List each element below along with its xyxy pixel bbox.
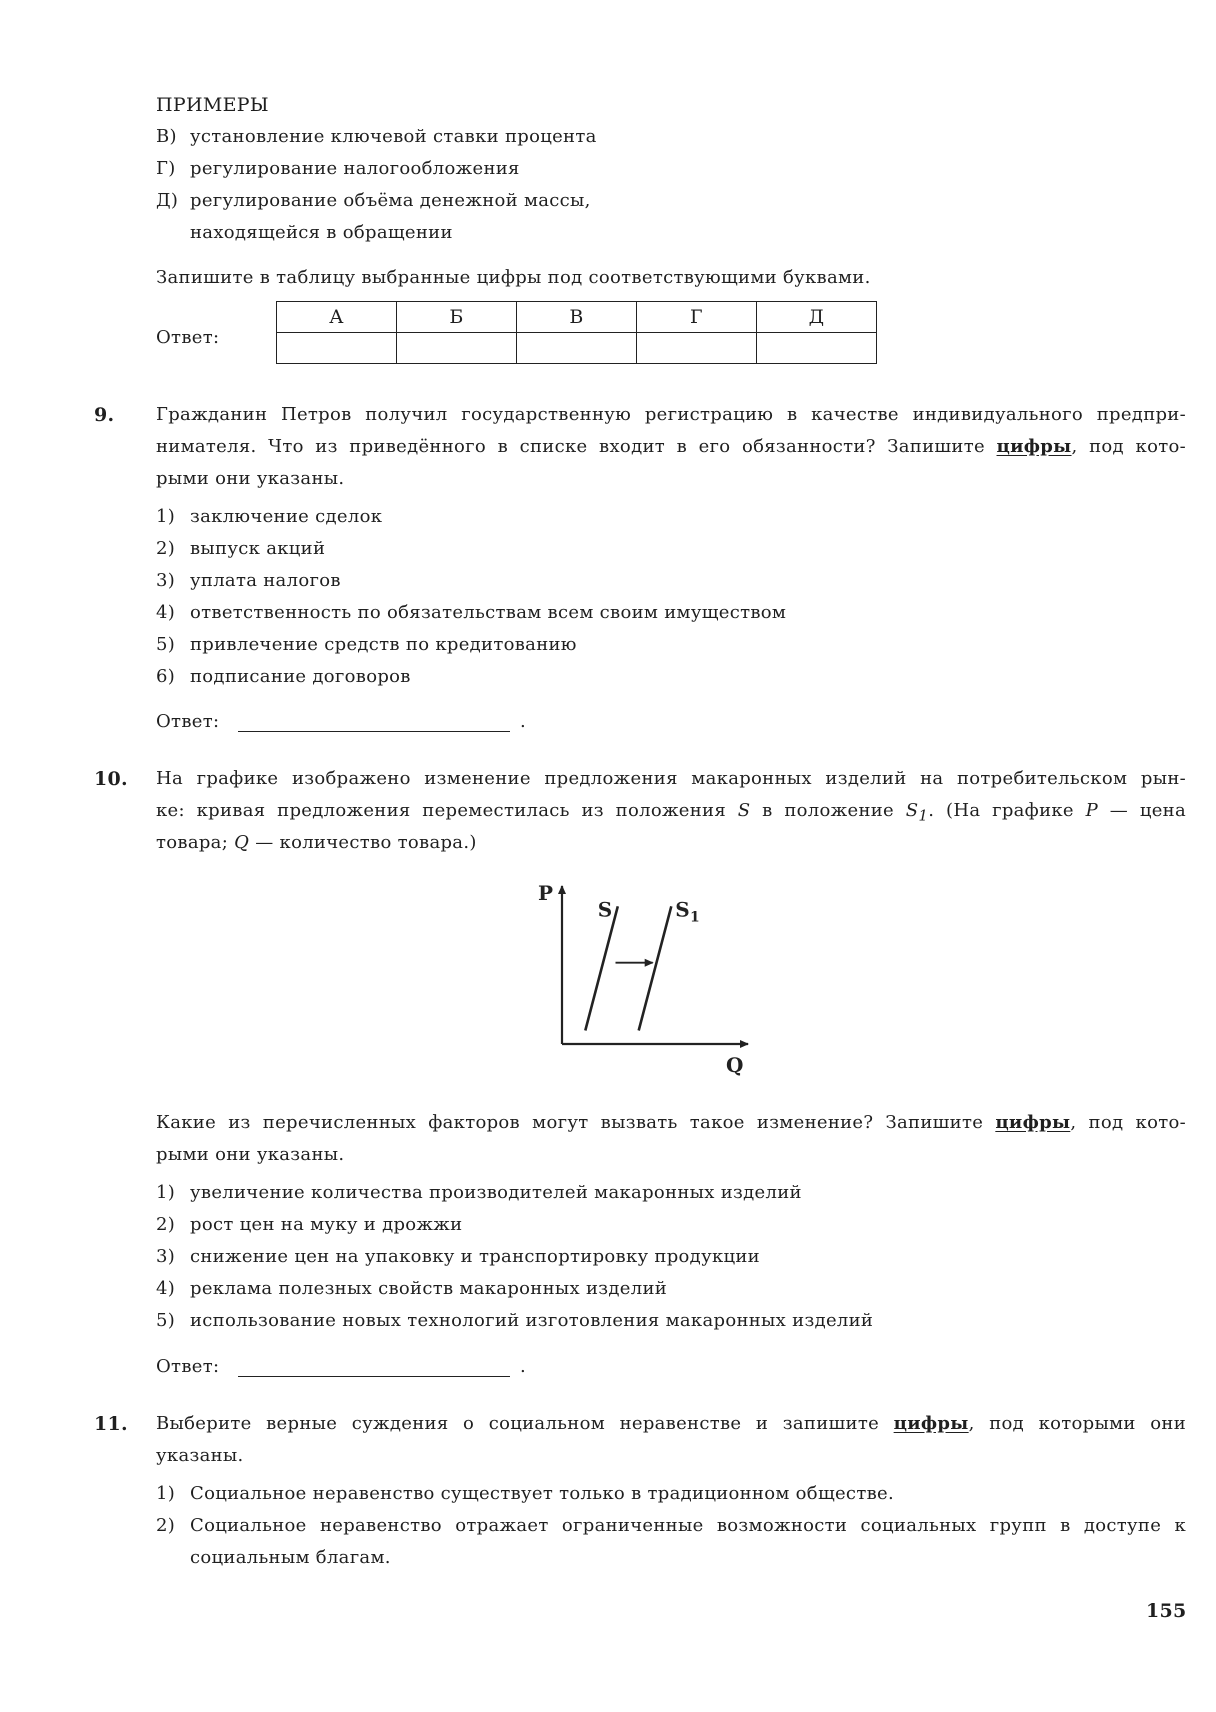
option-item bbox=[156, 1246, 760, 1267]
option-item bbox=[156, 666, 411, 687]
option-text: рост цен на муку и дрожжи bbox=[190, 1214, 463, 1235]
option-text: заключение сделок bbox=[190, 506, 383, 527]
option-number: 2) bbox=[156, 538, 176, 559]
supply-curve-s bbox=[585, 906, 618, 1030]
option-number: 3) bbox=[156, 1246, 176, 1267]
option-item bbox=[156, 538, 325, 559]
answer-dot: . bbox=[520, 1356, 527, 1377]
option-text: использование новых технологий изготовления макаронных изделий bbox=[190, 1310, 874, 1331]
question-text-fragment: , под кото- bbox=[1071, 436, 1186, 457]
question-number: 10. bbox=[94, 768, 128, 790]
variable-p: P bbox=[1085, 800, 1099, 821]
answer-dot: . bbox=[520, 711, 527, 732]
option-text: выпуск акций bbox=[190, 538, 326, 559]
answer-table-header-row bbox=[277, 302, 877, 333]
answer-table bbox=[276, 301, 877, 364]
answer-cell[interactable] bbox=[277, 333, 397, 364]
variable-s1 bbox=[905, 800, 929, 825]
option-item bbox=[156, 1182, 802, 1203]
question-text-line: рыми они указаны. bbox=[156, 1144, 345, 1165]
question-text-line: На графике изображено изменение предложения макаронных изделий на потребительском рын- bbox=[156, 768, 1186, 789]
question-text-line bbox=[156, 1112, 1186, 1133]
question-number: 9. bbox=[94, 404, 115, 426]
variable-s: S bbox=[737, 800, 751, 821]
emphasis-digits: цифры bbox=[996, 436, 1072, 457]
question-text-line bbox=[156, 436, 1186, 457]
curve-label-s1-sub: 1 bbox=[690, 909, 701, 926]
answer-table-input-row bbox=[277, 333, 877, 364]
option-number: 2) bbox=[156, 1515, 176, 1536]
answer-label: Ответ: bbox=[156, 1356, 220, 1377]
question-text-line: рыми они указаны. bbox=[156, 468, 345, 489]
option-number: 3) bbox=[156, 570, 176, 591]
option-text: уплата налогов bbox=[190, 570, 341, 591]
curve-label-s: S bbox=[597, 897, 613, 922]
answer-table-header: Д bbox=[757, 302, 877, 333]
option-text: увеличение количества производителей макаронных изделий bbox=[190, 1182, 802, 1203]
variable-s1-base: S bbox=[905, 800, 919, 821]
answer-label: Ответ: bbox=[156, 327, 220, 348]
question-text-fragment: Выберите верные суждения о социальном неравенстве и запишите bbox=[156, 1413, 894, 1434]
examples-heading: ПРИМЕРЫ bbox=[156, 94, 269, 116]
option-item bbox=[156, 1515, 1186, 1536]
option-continuation: социальным благам. bbox=[190, 1547, 391, 1568]
supply-curve-s1 bbox=[639, 906, 672, 1030]
answer-table-header: А bbox=[277, 302, 397, 333]
example-item bbox=[156, 158, 520, 179]
question-number: 11. bbox=[94, 1413, 128, 1435]
example-continuation: находящейся в обращении bbox=[190, 222, 453, 243]
option-item bbox=[156, 634, 577, 655]
answer-cell[interactable] bbox=[517, 333, 637, 364]
option-number: 5) bbox=[156, 1310, 176, 1331]
question-text-fragment: . (На графике bbox=[928, 800, 1086, 821]
answer-cell[interactable] bbox=[397, 333, 517, 364]
variable-q: Q bbox=[234, 832, 250, 853]
option-item bbox=[156, 602, 786, 623]
option-item bbox=[156, 1483, 894, 1504]
example-letter: В) bbox=[156, 126, 177, 147]
supply-shift-chart bbox=[530, 868, 770, 1078]
option-number: 5) bbox=[156, 634, 176, 655]
option-item bbox=[156, 1310, 873, 1331]
answer-label: Ответ: bbox=[156, 711, 220, 732]
option-text: ответственность по обязательствам всем своим имуществом bbox=[190, 602, 787, 623]
option-number: 6) bbox=[156, 666, 176, 687]
question-text-fragment: в положение bbox=[750, 800, 906, 821]
question-text-fragment: — количество товара.) bbox=[249, 832, 477, 853]
question-text-fragment: , под кото- bbox=[1070, 1112, 1186, 1133]
x-axis-label: Q bbox=[726, 1053, 744, 1077]
question-text-fragment: нимателя. Что из приведённого в списке входит в его обязанности? Запишите bbox=[156, 436, 997, 457]
answer-table-header: Б bbox=[397, 302, 517, 333]
answer-blank-line[interactable] bbox=[238, 1375, 510, 1377]
option-number: 4) bbox=[156, 602, 176, 623]
example-item bbox=[156, 190, 591, 211]
emphasis-digits: цифры bbox=[995, 1112, 1071, 1133]
option-text: подписание договоров bbox=[190, 666, 411, 687]
example-letter: Д) bbox=[156, 190, 179, 211]
option-text: Социальное неравенство отражает ограниченные возможности социальных групп в доступе к bbox=[190, 1515, 1186, 1536]
option-text: Социальное неравенство существует только в традиционном обществе. bbox=[190, 1483, 894, 1504]
example-text: регулирование налогообложения bbox=[190, 158, 520, 179]
question-text-line: Гражданин Петров получил государственную регистрацию в качестве индивидуального предпри- bbox=[156, 404, 1186, 425]
option-item bbox=[156, 1278, 667, 1299]
question-text-line bbox=[156, 832, 477, 853]
emphasis-digits: цифры bbox=[893, 1413, 969, 1434]
option-number: 4) bbox=[156, 1278, 176, 1299]
variable-s1-sub: 1 bbox=[918, 806, 929, 825]
option-item bbox=[156, 570, 341, 591]
option-item bbox=[156, 506, 382, 527]
question-text-fragment: товара; bbox=[156, 832, 235, 853]
question-text-line bbox=[156, 1413, 1186, 1434]
example-text: регулирование объёма денежной массы, bbox=[190, 190, 591, 211]
curve-label-s1-base: S bbox=[675, 897, 691, 922]
table-instruction: Запишите в таблицу выбранные цифры под соответствующими буквами. bbox=[156, 267, 871, 288]
option-text: реклама полезных свойств макаронных изделий bbox=[190, 1278, 668, 1299]
example-letter: Г) bbox=[156, 158, 176, 179]
answer-table-header: В bbox=[517, 302, 637, 333]
curve-label-s1 bbox=[675, 897, 700, 925]
example-item bbox=[156, 126, 597, 147]
question-text-fragment: Какие из перечисленных факторов могут вызвать такое изменение? Запишите bbox=[156, 1112, 996, 1133]
question-text-line bbox=[156, 800, 1186, 825]
answer-cell[interactable] bbox=[637, 333, 757, 364]
question-text-line: указаны. bbox=[156, 1445, 244, 1466]
question-text-fragment: ке: кривая предложения переместилась из положения bbox=[156, 800, 738, 821]
answer-cell[interactable] bbox=[757, 333, 877, 364]
option-text: снижение цен на упаковку и транспортировку продукции bbox=[190, 1246, 760, 1267]
page-number: 155 bbox=[1146, 1600, 1187, 1622]
question-text-fragment: — цена bbox=[1098, 800, 1186, 821]
option-number: 2) bbox=[156, 1214, 176, 1235]
example-text: установление ключевой ставки процента bbox=[190, 126, 597, 147]
answer-blank-line[interactable] bbox=[238, 730, 510, 732]
option-item bbox=[156, 1214, 462, 1235]
question-text-fragment: , под которыми они bbox=[968, 1413, 1186, 1434]
y-axis-label: P bbox=[538, 881, 554, 905]
option-text: привлечение средств по кредитованию bbox=[190, 634, 577, 655]
option-number: 1) bbox=[156, 1182, 176, 1203]
option-number: 1) bbox=[156, 506, 176, 527]
option-number: 1) bbox=[156, 1483, 176, 1504]
answer-table-header: Г bbox=[637, 302, 757, 333]
